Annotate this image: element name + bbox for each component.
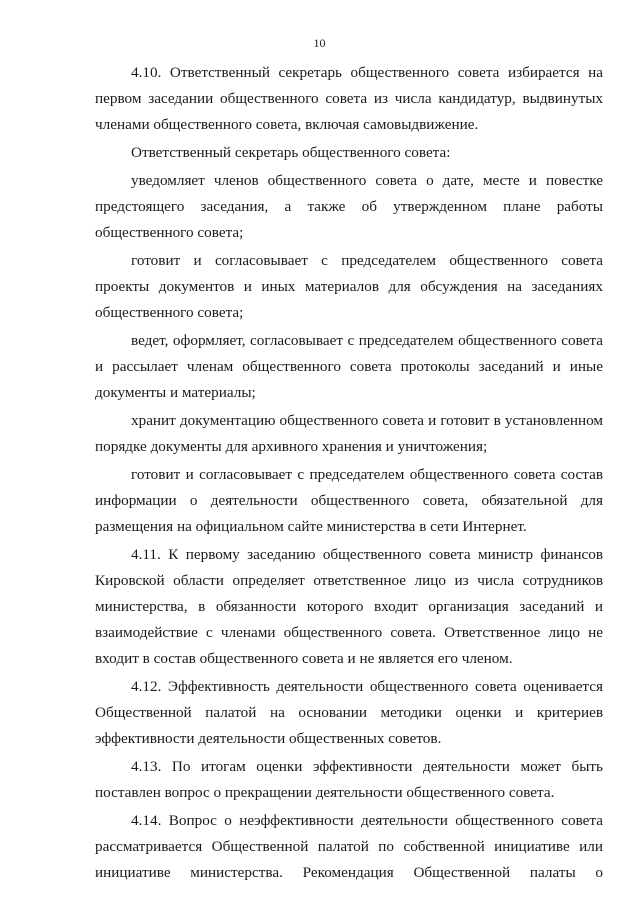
document-body [95,60,603,888]
paragraph-duty-website: готовит и согласовывает с председателем общественного совета состав информации о деятельности общественного совета, обязательной для размещения на официальном сайте министерства в сети Интернет. [95,466,603,535]
paragraph-4-13: 4.13. По итогам оценки эффективности деятельности может быть поставлен вопрос о прекращении деятельности общественного совета. [95,758,603,801]
paragraph-4-14: 4.14. Вопрос о неэффективности деятельности общественного совета рассматривается Общественной палатой по собственной инициативе или инициативе министерства. Рекомендация Общественной палаты о [95,812,603,881]
paragraph-duty-prepare: готовит и согласовывает с председателем общественного совета проекты документов и иных материалов для обсуждения на заседаниях общественного совета; [95,252,603,321]
paragraph-duty-protocols: ведет, оформляет, согласовывает с председателем общественного совета и рассылает членам общественного совета протоколы заседаний и иные документы и материалы; [95,332,603,401]
paragraph-4-10: 4.10. Ответственный секретарь общественного совета избирается на первом заседании общественного совета из числа кандидатур, выдвинутых членами общественного совета, включая самовыдвижение. [95,64,603,133]
paragraph-4-11: 4.11. К первому заседанию общественного совета министр финансов Кировской области определяет ответственное лицо из числа сотрудников министерства, в обязанности которого входит организация заседаний и взаимодействие с членами общественного совета. Ответственное лицо не входит в состав общественного совета и не является его членом. [95,546,603,667]
paragraph-duty-archive: хранит документацию общественного совета и готовит в установленном порядке документы для архивного хранения и уничтожения; [95,412,603,455]
page-number: 10 [313,36,326,50]
paragraph-secretary-intro: Ответственный секретарь общественного совета: [131,144,451,161]
paragraph-duty-notify: уведомляет членов общественного совета о дате, месте и повестке предстоящего заседания, а также об утвержденном плане работы общественного совета; [95,172,603,241]
paragraph-4-12: 4.12. Эффективность деятельности общественного совета оценивается Общественной палатой на основании методики оценки и критериев эффективности деятельности общественных советов. [95,678,603,747]
